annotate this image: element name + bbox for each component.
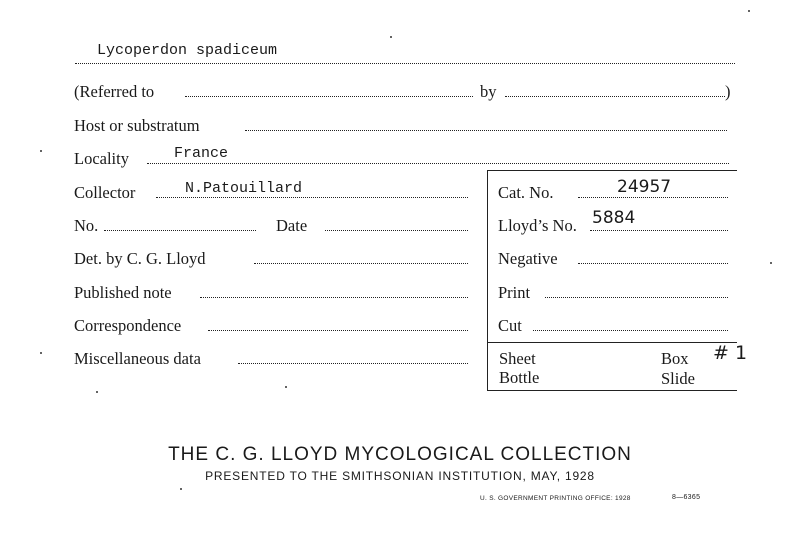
published-line xyxy=(200,297,468,298)
cat-no-line xyxy=(578,197,728,198)
slide-label: Slide xyxy=(661,369,695,388)
by-label: by xyxy=(480,82,497,101)
box-number-value: # 1 xyxy=(713,342,748,364)
species-name: Lycoperdon spadiceum xyxy=(97,42,278,59)
box-top-border xyxy=(487,170,737,171)
footer-title: THE C. G. LLOYD MYCOLOGICAL COLLECTION xyxy=(168,444,632,465)
scan-speck xyxy=(770,262,772,264)
scan-speck xyxy=(748,10,750,12)
locality-line xyxy=(147,163,729,164)
referred-to-line xyxy=(185,96,473,97)
box-divider xyxy=(487,342,737,343)
negative-line xyxy=(578,263,728,264)
published-label: Published note xyxy=(74,283,172,302)
lloyds-no-label: Lloyd’s No. xyxy=(498,216,577,235)
no-line xyxy=(104,230,256,231)
print-line xyxy=(545,297,728,298)
footer-subtitle: PRESENTED TO THE SMITHSONIAN INSTITUTION, MAY, 1928 xyxy=(205,469,595,483)
date-line xyxy=(325,230,468,231)
no-label: No. xyxy=(74,216,99,235)
scan-speck xyxy=(40,352,42,354)
scan-speck xyxy=(180,488,182,490)
printing-office: U. S. GOVERNMENT PRINTING OFFICE: 1928 xyxy=(480,495,631,502)
misc-line xyxy=(238,363,468,364)
print-label: Print xyxy=(498,283,531,302)
referred-to-label: (Referred to xyxy=(74,82,155,101)
cut-label: Cut xyxy=(498,316,522,335)
collector-label: Collector xyxy=(74,183,136,202)
box-left-border xyxy=(487,170,488,390)
scan-speck xyxy=(40,150,42,152)
lloyds-no-value: 5884 xyxy=(592,208,636,228)
sheet-label: Sheet xyxy=(499,349,536,368)
det-by-label: Det. by C. G. Lloyd xyxy=(74,249,206,268)
form-number: 8—6365 xyxy=(672,494,701,501)
correspondence-line xyxy=(208,330,468,331)
cut-line xyxy=(533,330,728,331)
host-label: Host or substratum xyxy=(74,116,200,135)
top-rule xyxy=(75,63,735,64)
locality-label: Locality xyxy=(74,149,129,168)
cat-no-label: Cat. No. xyxy=(498,183,554,202)
box-label: Box xyxy=(661,349,689,368)
lloyds-no-line xyxy=(590,230,728,231)
scan-speck xyxy=(390,36,392,38)
locality-value: France xyxy=(174,145,229,162)
scan-speck xyxy=(96,391,98,393)
correspondence-label: Correspondence xyxy=(74,316,182,335)
box-bottom-border xyxy=(487,390,737,391)
scan-speck xyxy=(285,386,287,388)
close-paren: ) xyxy=(725,82,731,101)
host-line xyxy=(245,130,727,131)
date-label: Date xyxy=(276,216,308,235)
misc-label: Miscellaneous data xyxy=(74,349,201,368)
det-by-line xyxy=(254,263,468,264)
collector-value: N.Patouillard xyxy=(185,180,303,197)
by-line xyxy=(505,96,725,97)
negative-label: Negative xyxy=(498,249,558,268)
cat-no-value: 24957 xyxy=(617,177,672,197)
bottle-label: Bottle xyxy=(499,368,540,387)
